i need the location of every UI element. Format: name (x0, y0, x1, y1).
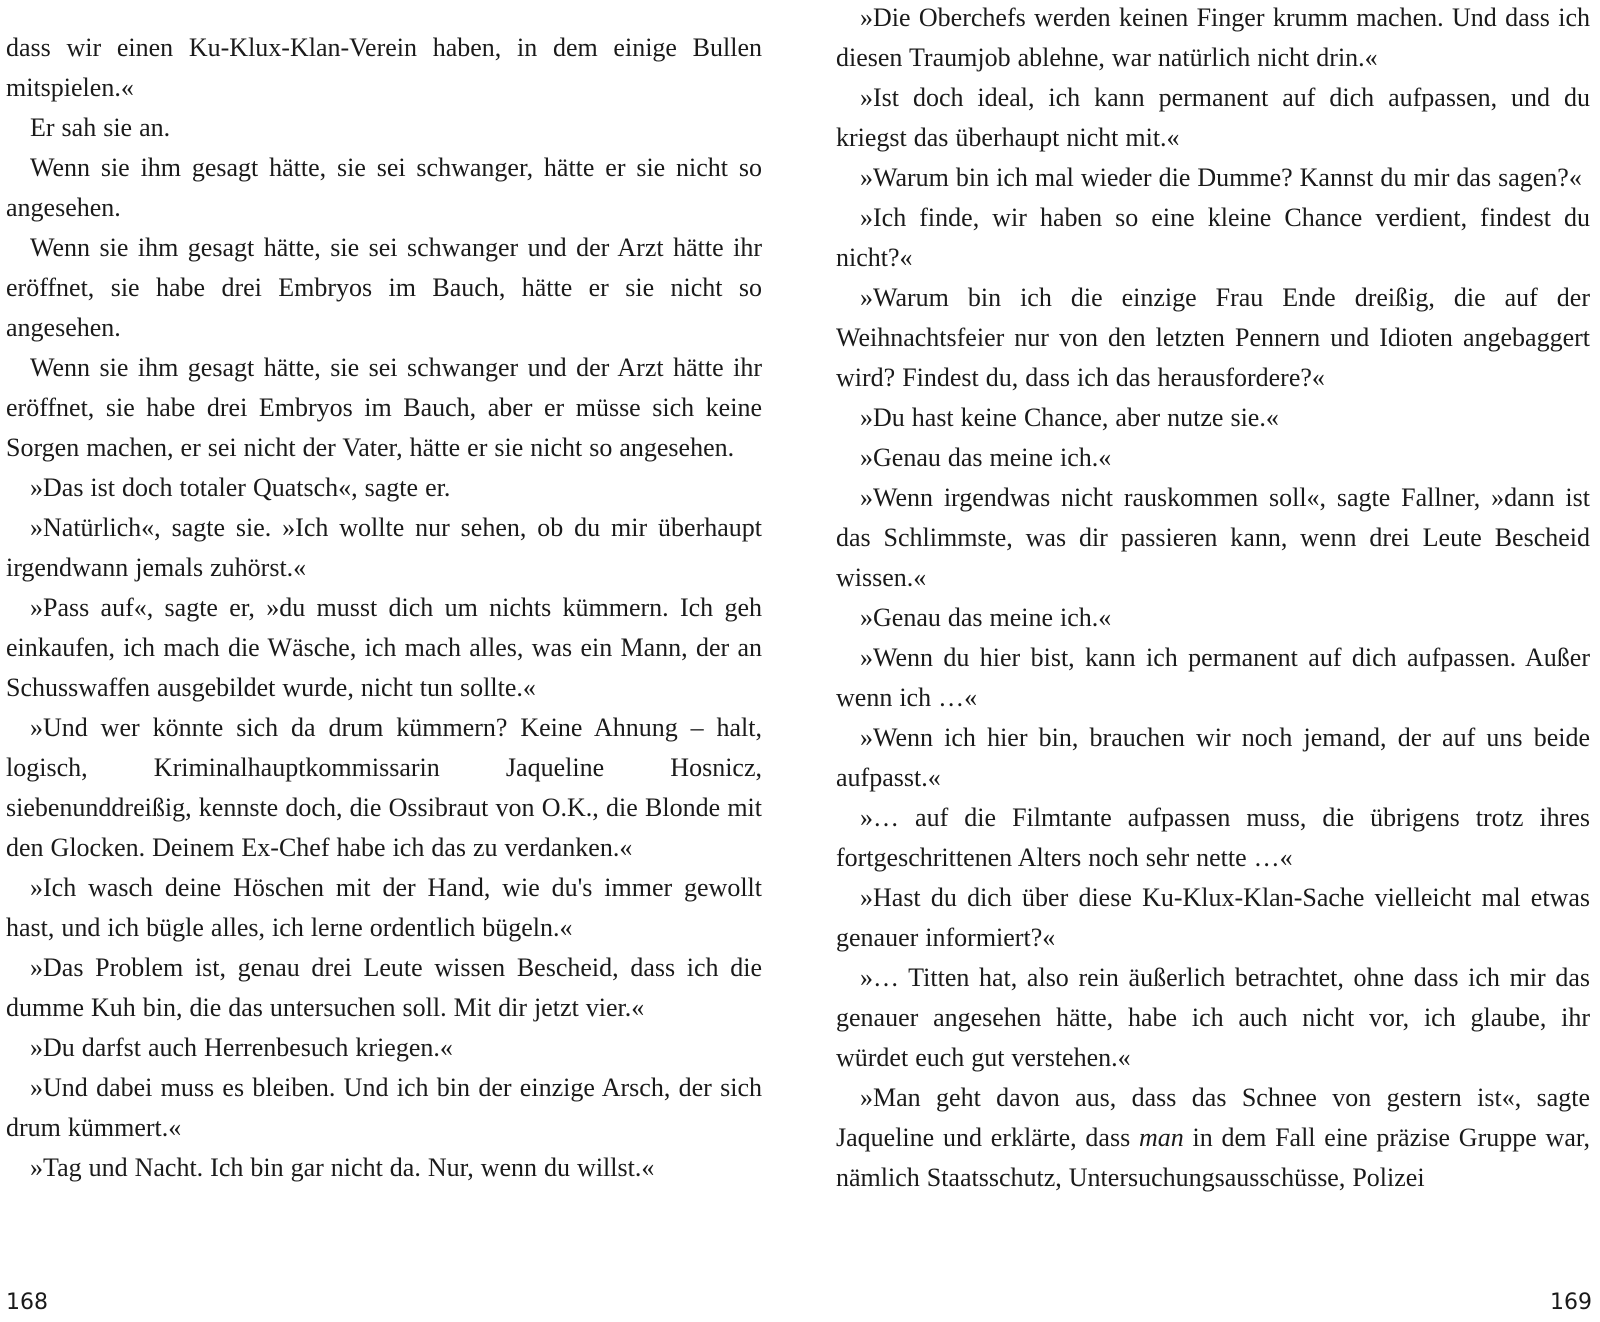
paragraph: dass wir einen Ku-Klux-Klan-Verein haben, in dem einige Bullen mitspielen.« (6, 33, 762, 102)
paragraph: »Genau das meine ich.« (860, 443, 1112, 472)
paragraph: »Das ist doch totaler Quatsch«, sagte er. (30, 473, 451, 502)
paragraph: »Wenn du hier bist, kann ich permanent auf dich aufpassen. Außer wenn ich …« (836, 643, 1590, 712)
left-page-text (6, 28, 762, 1188)
paragraph: »Und dabei muss es bleiben. Und ich bin der einzige Arsch, der sich drum kümmert.« (6, 1073, 762, 1142)
paragraph: Wenn sie ihm gesagt hätte, sie sei schwanger, hätte er sie nicht so angesehen. (6, 153, 762, 222)
paragraph: »Ich wasch deine Höschen mit der Hand, wie du's immer gewollt hast, und ich bügle alles, ich lerne ordentlich bügeln.« (6, 873, 762, 942)
paragraph: Er sah sie an. (30, 113, 171, 142)
paragraph-text: in dem Fall eine präzise Gruppe war, nämlich Staatsschutz, Untersuchungsausschüsse, Polizei (836, 1123, 1590, 1192)
paragraph: »Natürlich«, sagte sie. »Ich wollte nur sehen, ob du mir überhaupt irgendwann jemals zuhörst.« (6, 513, 762, 582)
paragraph: »Das Problem ist, genau drei Leute wissen Bescheid, dass ich die dumme Kuh bin, die das untersuchen soll. Mit dir jetzt vier.« (6, 953, 762, 1022)
paragraph: Wenn sie ihm gesagt hätte, sie sei schwanger und der Arzt hätte ihr eröffnet, sie habe drei Embryos im Bauch, aber er müsse sich keine Sorgen machen, er sei nicht der Vater, hätte er sie nicht so angesehen. (6, 353, 762, 462)
page-number: 169 (1550, 1290, 1592, 1315)
paragraph: »… Titten hat, also rein äußerlich betrachtet, ohne dass ich mir das genauer angesehen hätte, habe ich auch nicht vor, ich glaube, ihr würdet euch gut verstehen.« (836, 963, 1590, 1072)
paragraph: »Genau das meine ich.« (860, 603, 1112, 632)
paragraph: »… auf die Filmtante aufpassen muss, die übrigens trotz ihres fortgeschrittenen Alters noch sehr nette …« (836, 803, 1590, 872)
paragraph: »Ich finde, wir haben so eine kleine Chance verdient, findest du nicht?« (836, 203, 1590, 272)
paragraph: »Wenn irgendwas nicht rauskommen soll«, sagte Fallner, »dann ist das Schlimmste, was dir passieren kann, wenn drei Leute Bescheid wissen.« (836, 483, 1590, 592)
right-page-text (836, 0, 1590, 1198)
paragraph: »Du hast keine Chance, aber nutze sie.« (860, 403, 1279, 432)
paragraph: »Tag und Nacht. Ich bin gar nicht da. Nur, wenn du willst.« (30, 1153, 655, 1182)
paragraph: »Hast du dich über diese Ku-Klux-Klan-Sache vielleicht mal etwas genauer informiert?« (836, 883, 1590, 952)
paragraph: »Die Oberchefs werden keinen Finger krumm machen. Und dass ich diesen Traumjob ablehne, war natürlich nicht drin.« (836, 3, 1590, 72)
paragraph-text: »Man geht davon aus, dass das Schnee von gestern ist«, sagte Jaqueline und erklärte, dass (836, 1083, 1590, 1152)
paragraph: »Und wer könnte sich da drum kümmern? Keine Ahnung – halt, logisch, Kriminalhauptkommissarin Jaqueline Hosnicz, siebenunddreißig, kennste doch, die Ossibraut von O.K., die Blonde mit den Glocken. Deinem Ex-Chef habe ich das zu verdanken.« (6, 713, 762, 862)
paragraph: »Pass auf«, sagte er, »du musst dich um nichts kümmern. Ich geh einkaufen, ich mach die Wäsche, ich mach alles, was ein Mann, der an Schusswaffen ausgebildet wurde, nicht tun sollte.« (6, 593, 762, 702)
page-number: 168 (6, 1290, 48, 1315)
paragraph: »Du darfst auch Herrenbesuch kriegen.« (30, 1033, 453, 1062)
paragraph: »Ist doch ideal, ich kann permanent auf dich aufpassen, und du kriegst das überhaupt nicht mit.« (836, 83, 1590, 152)
paragraph: Wenn sie ihm gesagt hätte, sie sei schwanger und der Arzt hätte ihr eröffnet, sie habe drei Embryos im Bauch, hätte er sie nicht so angesehen. (6, 233, 762, 342)
paragraph: »Wenn ich hier bin, brauchen wir noch jemand, der auf uns beide aufpasst.« (836, 723, 1590, 792)
right-page (800, 0, 1600, 1322)
paragraph: »Warum bin ich die einzige Frau Ende dreißig, die auf der Weihnachtsfeier nur von den letzten Pennern und Idioten angebaggert wird? Findest du, dass ich das herausfordere?« (836, 283, 1590, 392)
paragraph: »Warum bin ich mal wieder die Dumme? Kannst du mir das sagen?« (860, 163, 1582, 192)
emphasized-word: man (1138, 1123, 1184, 1152)
paragraph (836, 1078, 1590, 1198)
